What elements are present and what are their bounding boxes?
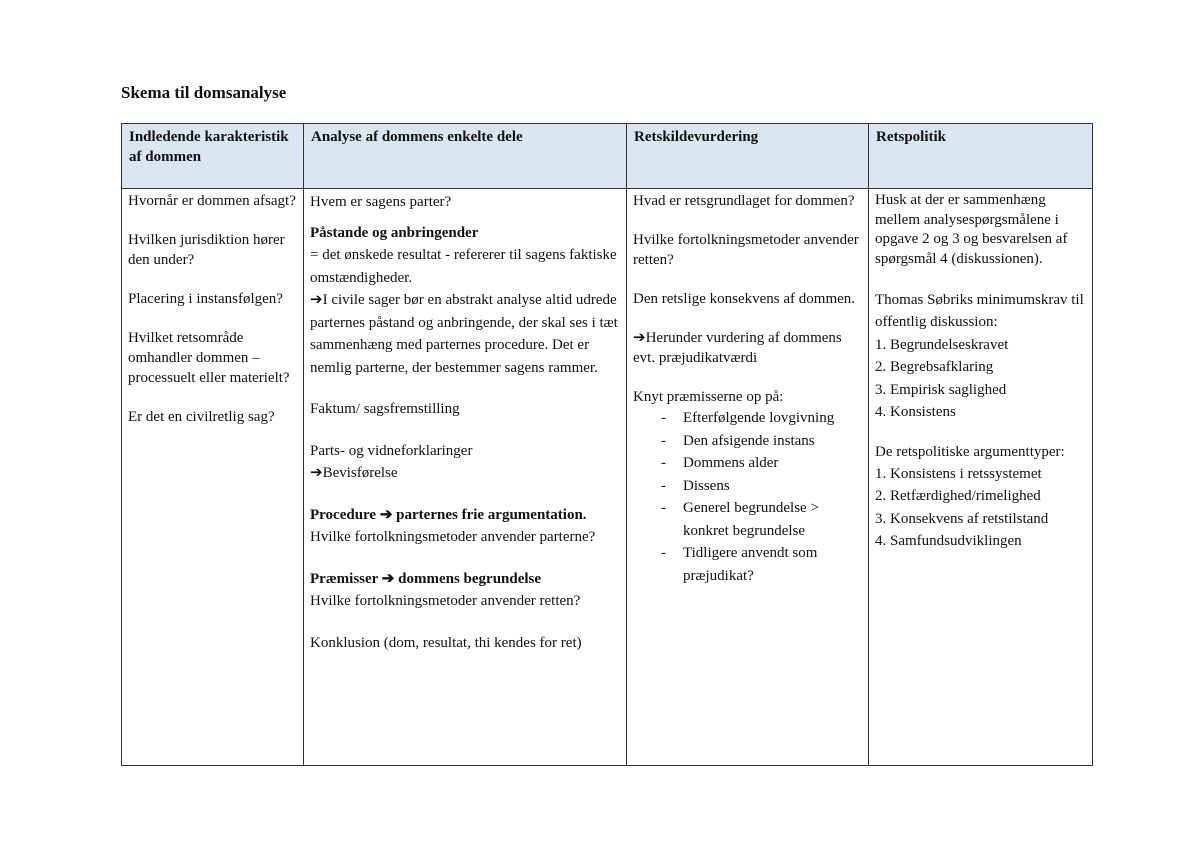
text-parter: Hvem er sagens parter? (310, 194, 452, 210)
text-faktum: Faktum/ sagsfremstilling (310, 401, 460, 417)
cell-analyse (304, 189, 627, 766)
list-item: - Tidligere anvendt som præjudikat? (683, 542, 862, 587)
cell-retskilde (627, 189, 869, 766)
header-row (122, 124, 1093, 189)
content-row (122, 189, 1093, 766)
question-civilretlig: Er det en civilretlig sag? (128, 409, 275, 425)
list-item: - Den afsigende instans (683, 430, 862, 453)
praemis-list (633, 407, 862, 587)
text-husk: Husk at der er sammenhæng mellem analysespørgsmålene i opgave 2 og 3 og besvarelsen af spørgsmål 4 (diskussionen). (875, 192, 1068, 268)
list-item: - Generel begrundelse > konkret begrundelse (683, 497, 862, 542)
arrow-icon: ➔ (310, 292, 323, 308)
arrow-icon: ➔ (633, 330, 646, 346)
question-instansfoelge: Placering i instansfølgen? (128, 291, 283, 307)
arrow-icon: ➔ (381, 570, 395, 587)
text-civile-sager: ➔I civile sager bør en abstrakt analyse altid udrede parternes påstand og anbringende, der skal ses i tæt sammenhæng med parternes procedure. Det er nemlig parterne, der bestemmer sagens rammer. (310, 292, 618, 376)
list-item: 4. Konsistens (875, 404, 956, 421)
arrow-icon: ➔ (379, 506, 393, 523)
text-konsekvens: Den retslige konsekvens af dommen. (633, 291, 856, 307)
heading-praemisser: Præmisser ➔ dommens begrundelse (310, 570, 542, 587)
text-forklaringer: Parts- og vidneforklaringer (310, 442, 473, 459)
question-retsgrundlag: Hvad er retsgrundlaget for dommen? (633, 193, 855, 209)
cell-retspolitik (869, 189, 1093, 766)
heading-paastande: Påstande og anbringender (310, 224, 479, 241)
list-item: 1. Konsistens i retssystemet (875, 465, 1042, 482)
text-procedure: Procedure ➔ parternes frie argumentation. Hvilke fortolkningsmetoder anvender parterne? (310, 506, 596, 545)
list-item: - Efterfølgende lovgivning (683, 407, 862, 430)
text-herunder: ➔Herunder vurdering af dommens evt. præjudikatværdi (633, 330, 842, 366)
question-jurisdiktion: Hvilken jurisdiktion hører den under? (128, 232, 285, 268)
header-indledende: Indledende karakteristik af dommen (122, 124, 304, 189)
question-fortolkning: Hvilke fortolkningsmetoder anvender retten? (633, 232, 859, 268)
list-item: 2. Begrebsafklaring (875, 359, 994, 376)
header-retspolitik: Retspolitik (869, 124, 1093, 189)
document-title: Skema til domsanalyse (121, 83, 287, 102)
text-knyt: Knyt præmisserne op på: (633, 389, 784, 405)
text-argumenttyper: De retspolitiske argumenttyper: (875, 443, 1065, 460)
arrow-icon: ➔ (310, 465, 323, 481)
list-item: 4. Samfundsudviklingen (875, 533, 1022, 550)
list-item: 3. Konsekvens af retstilstand (875, 510, 1049, 527)
list-item: 2. Retfærdighed/rimelighed (875, 488, 1041, 505)
text-praemisser: Hvilke fortolkningsmetoder anvender retten? (310, 593, 581, 609)
text-bevis: ➔Bevisførelse (310, 465, 398, 481)
question-retsomraade: Hvilket retsområde omhandler dommen – processuelt eller materielt? (128, 330, 290, 386)
analysis-table (121, 123, 1093, 766)
list-item: 3. Empirisk saglighed (875, 381, 1007, 398)
question-afsagt: Hvornår er dommen afsagt? (128, 193, 296, 209)
text-konklusion: Konklusion (dom, resultat, thi kendes for ret) (310, 634, 582, 651)
list-item: - Dommens alder (683, 452, 862, 475)
list-item: 1. Begrundelseskravet (875, 336, 1009, 353)
text-paastande: = det ønskede resultat - refererer til sagens faktiske omstændigheder. (310, 247, 617, 286)
text-soebrik: Thomas Søbriks minimumskrav til offentlig diskussion: (875, 291, 1084, 331)
header-retskilde: Retskildevurdering (627, 124, 869, 189)
list-item: - Dissens (683, 475, 862, 498)
cell-indledende (122, 189, 304, 766)
header-analyse: Analyse af dommens enkelte dele (304, 124, 627, 189)
